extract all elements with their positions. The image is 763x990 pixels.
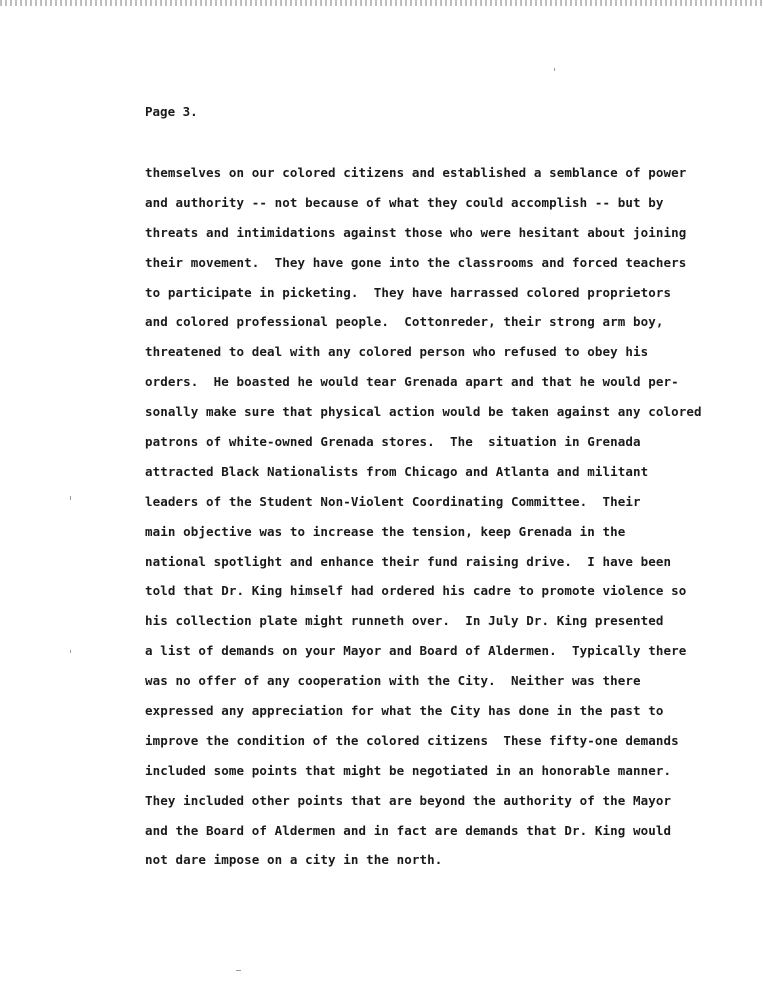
text-line: patrons of white-owned Grenada stores. The situation in Grenada: [145, 434, 641, 450]
text-line: improve the condition of the colored citizens These fifty-one demands: [145, 732, 679, 748]
body-text: [145, 162, 705, 879]
text-line: expressed any appreciation for what the City has done in the past to: [145, 703, 664, 719]
text-line: threatened to deal with any colored person who refused to obey his: [145, 344, 649, 360]
text-line: They included other points that are beyond the authority of the Mayor: [145, 792, 672, 808]
text-line: and colored professional people. Cottonreder, their strong arm boy,: [145, 314, 664, 330]
text-line: was no offer of any cooperation with the City. Neither was there: [145, 673, 641, 689]
scan-speck: [236, 970, 241, 971]
scan-speck: [70, 496, 71, 500]
text-line: national spotlight and enhance their fund raising drive. I have been: [145, 553, 672, 569]
scan-speck: [554, 68, 555, 71]
text-line: threats and intimidations against those who were hesitant about joining: [145, 224, 687, 240]
text-line: attracted Black Nationalists from Chicago and Atlanta and militant: [145, 463, 649, 479]
text-line: sonally make sure that physical action would be taken against any colored: [145, 404, 702, 420]
text-line: included some points that might be negotiated in an honorable manner.: [145, 762, 672, 778]
text-line: his collection plate might runneth over. In July Dr. King presented: [145, 613, 664, 629]
text-line: a list of demands on your Mayor and Board of Aldermen. Typically there: [145, 643, 687, 659]
text-line: their movement. They have gone into the classrooms and forced teachers: [145, 254, 687, 270]
text-line: orders. He boasted he would tear Grenada apart and that he would per-: [145, 374, 679, 390]
text-line: told that Dr. King himself had ordered his cadre to promote violence so: [145, 583, 687, 599]
scan-speck: [70, 650, 71, 653]
scan-top-edge: [0, 0, 763, 6]
text-line: themselves on our colored citizens and established a semblance of power: [145, 165, 687, 180]
page-number: Page 3.: [145, 104, 198, 119]
text-line: and authority -- not because of what they could accomplish -- but by: [145, 194, 664, 210]
text-line: leaders of the Student Non-Violent Coordinating Committee. Their: [145, 493, 641, 509]
text-line: and the Board of Aldermen and in fact are demands that Dr. King would: [145, 822, 672, 838]
text-line: main objective was to increase the tension, keep Grenada in the: [145, 523, 626, 539]
text-line: not dare impose on a city in the north.: [145, 852, 443, 868]
text-line: to participate in picketing. They have harrassed colored proprietors: [145, 284, 672, 300]
